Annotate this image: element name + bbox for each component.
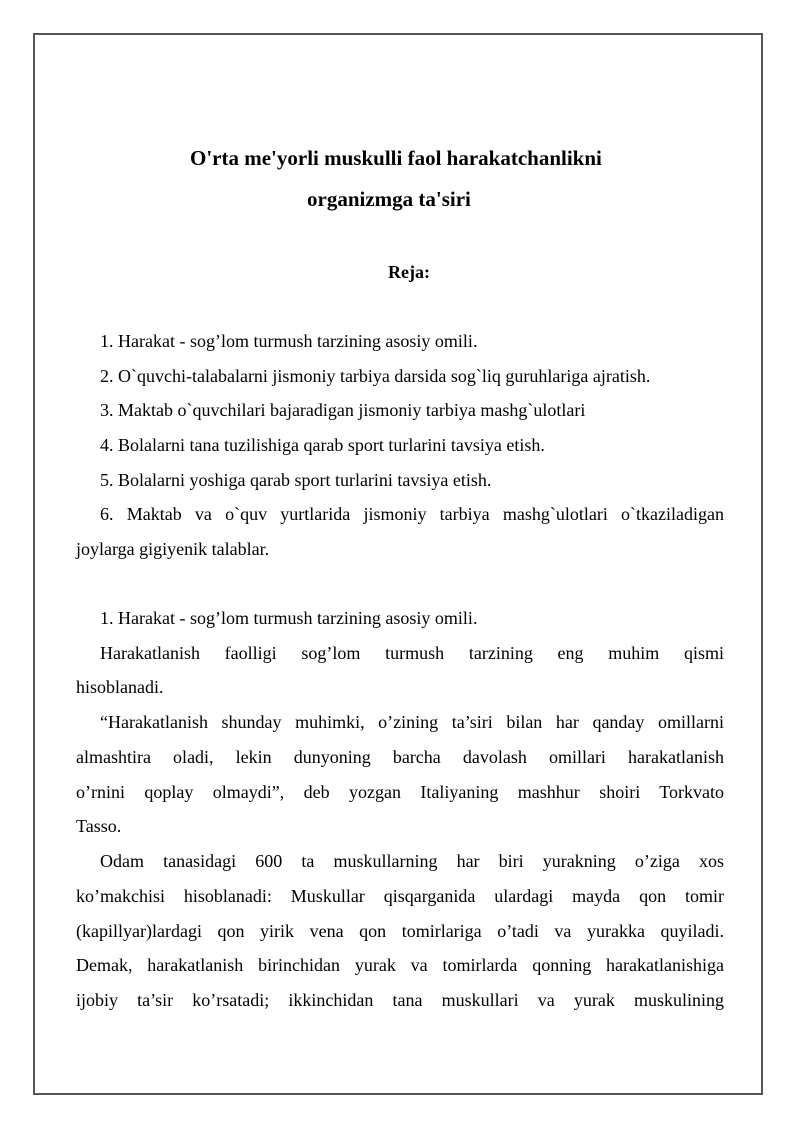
paragraph-line: Harakatlanish faolligi sog’lom turmush tarzining eng muhim qismi — [100, 643, 724, 663]
paragraph-line: Odam tanasidagi 600 ta muskullarning har biri yurakning o’ziga xos — [100, 851, 724, 871]
paragraph-line: Tasso. — [76, 816, 122, 836]
document-title-line-1: O'rta me'yorli muskulli faol harakatchanlikni — [190, 146, 602, 170]
paragraph-line: ijobiy ta’sir ko’rsatadi; ikkinchidan tana muskullari va yurak muskulining — [76, 990, 724, 1010]
paragraph-line: Demak, harakatlanish birinchidan yurak va tomirlarda qonning harakatlanishiga — [76, 955, 724, 975]
plan-item-4: 4. Bolalarni tana tuzilishiga qarab sport turlarini tavsiya etish. — [100, 435, 545, 455]
paragraph-line: “Harakatlanish shunday muhimki, o’zining ta’siri bilan har qanday omillarni — [100, 712, 724, 732]
plan-item-1: 1. Harakat - sog’lom turmush tarzining asosiy omili. — [100, 331, 478, 351]
document-title-line-2: organizmga ta'siri — [307, 187, 471, 211]
plan-item-3: 3. Maktab o`quvchilari bajaradigan jismoniy tarbiya mashg`ulotlari — [100, 400, 586, 420]
paragraph-line: hisoblanadi. — [76, 677, 164, 697]
paragraph-line: o’rnini qoplay olmaydi”, deb yozgan Italiyaning mashhur shoiri Torkvato — [76, 782, 724, 802]
plan-item-5: 5. Bolalarni yoshiga qarab sport turlarini tavsiya etish. — [100, 470, 492, 490]
plan-item-6: 6. Maktab va o`quv yurtlarida jismoniy tarbiya mashg`ulotlari o`tkaziladigan — [100, 504, 724, 524]
paragraph-line: (kapillyar)lardagi qon yirik vena qon tomirlariga o’tadi va yurakka quyiladi. — [76, 921, 724, 941]
section-heading: 1. Harakat - sog’lom turmush tarzining asosiy omili. — [100, 608, 478, 628]
paragraph-line: ko’makchisi hisoblanadi: Muskullar qisqarganida ulardagi mayda qon tomir — [76, 886, 724, 906]
plan-item-6-continuation: joylarga gigiyenik talablar. — [76, 539, 270, 559]
plan-heading: Reja: — [388, 262, 430, 282]
paragraph-line: almashtira oladi, lekin dunyoning barcha davolash omillari harakatlanish — [76, 747, 724, 767]
plan-item-2: 2. O`quvchi-talabalarni jismoniy tarbiya darsida sog`liq guruhlariga ajratish. — [100, 366, 651, 386]
